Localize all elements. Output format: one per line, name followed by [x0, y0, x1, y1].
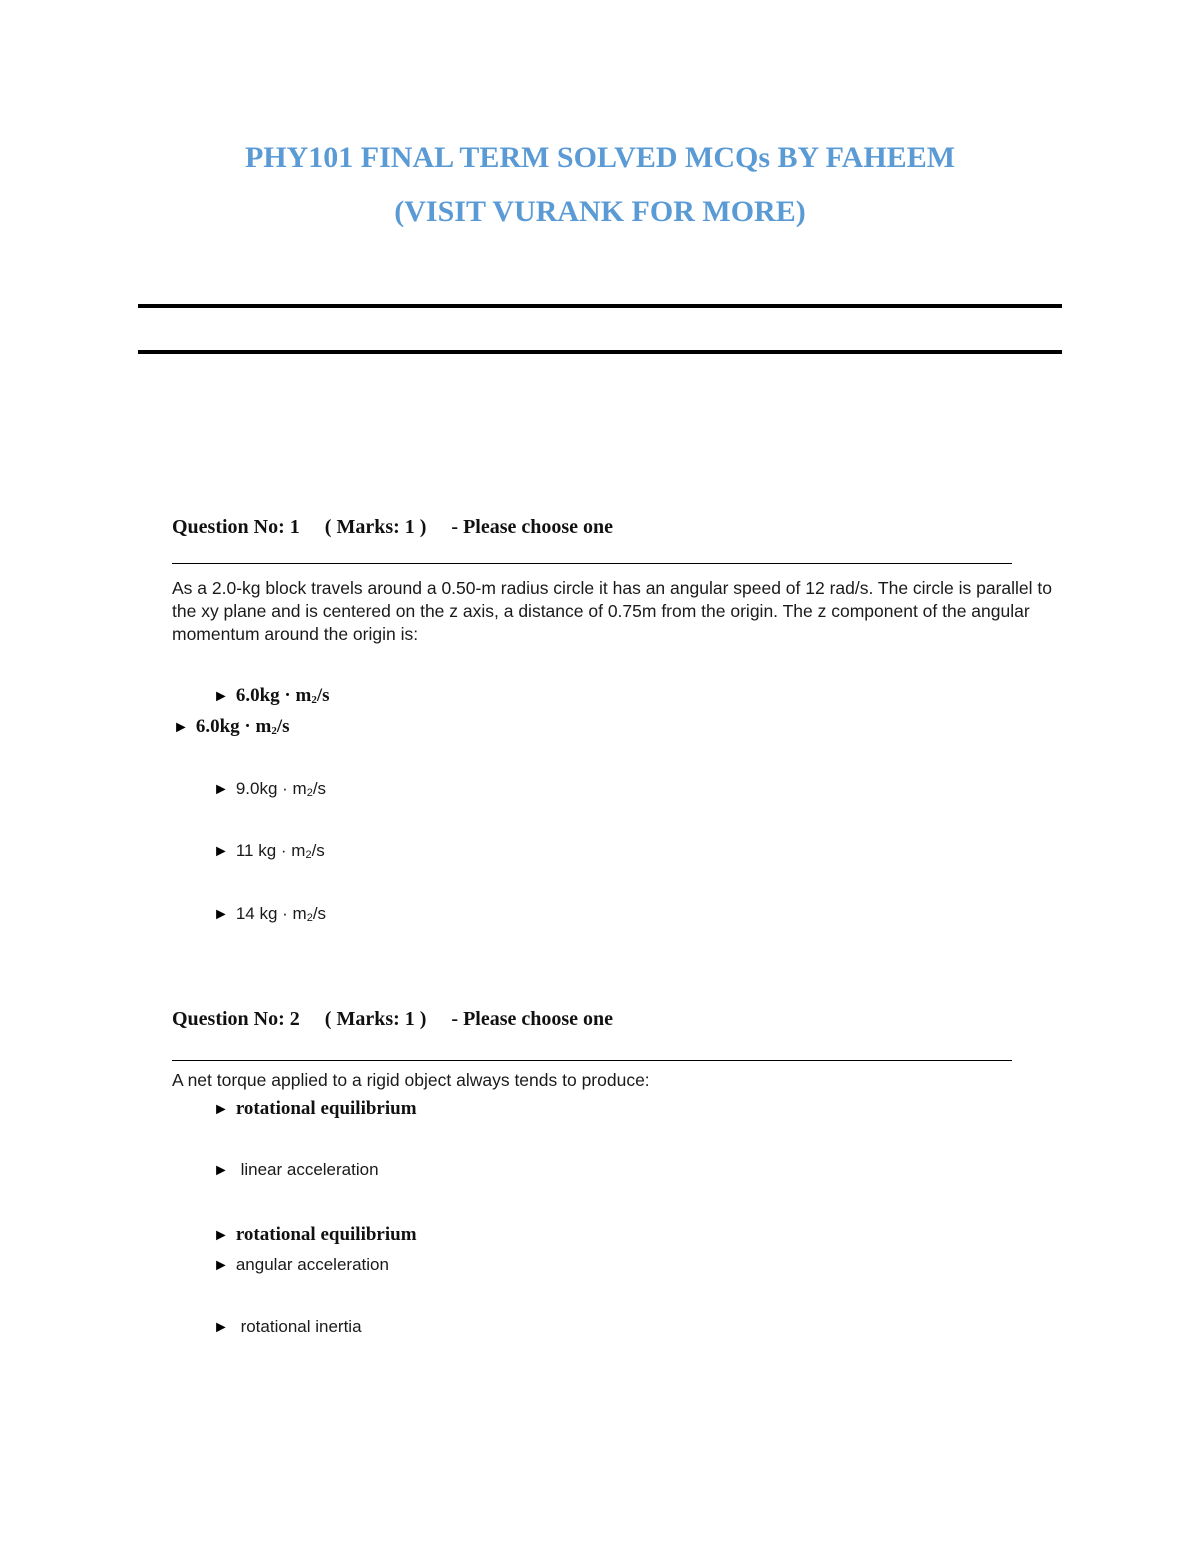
header-divider-top: [138, 304, 1062, 308]
option-label: 11 kg · $m_2/s$: [235, 841, 325, 861]
question-2-option-2[interactable]: [213, 1160, 379, 1180]
right-pointer-icon: ►: [213, 906, 229, 923]
option-label: $6.0kg \cdot m_2/s$: [195, 716, 290, 737]
option-label: 14 kg · $m_2/s$: [235, 904, 327, 924]
question-1-option-4[interactable]: [213, 841, 325, 861]
option-label: rotational inertia: [235, 1317, 362, 1336]
option-label: $6.0kg \cdot m_2/s$: [235, 685, 330, 706]
question-2-option-5[interactable]: [213, 1317, 362, 1337]
question-1-header: Question No: 1 ( Marks: 1 ) - Please choose one: [172, 516, 614, 538]
question-1-option-1[interactable]: [213, 685, 330, 707]
document-subtitle: (VISIT VURANK FOR MORE): [394, 195, 806, 228]
question-2-option-1[interactable]: [213, 1098, 417, 1120]
right-pointer-icon: ►: [213, 688, 229, 705]
document-title: PHY101 FINAL TERM SOLVED MCQs BY FAHEEM: [244, 141, 956, 174]
option-label: linear acceleration: [235, 1160, 379, 1179]
right-pointer-icon: ►: [213, 1227, 229, 1244]
right-pointer-icon: ►: [173, 719, 189, 736]
right-pointer-icon: ►: [213, 781, 229, 798]
question-2-header: Question No: 2 ( Marks: 1 ) - Please choose one: [172, 1008, 614, 1030]
right-pointer-icon: ►: [213, 1257, 229, 1274]
right-pointer-icon: ►: [213, 1162, 229, 1179]
right-pointer-icon: ►: [213, 1101, 229, 1118]
option-label: angular acceleration: [235, 1255, 389, 1274]
option-label: rotational equilibrium: [235, 1224, 417, 1245]
option-label: rotational equilibrium: [235, 1098, 417, 1119]
question-1-text: As a 2.0-kg block travels around a 0.50-m radius circle it has an angular speed of 12 rad/s. The circle is parallel to the xy plane and is centered on the z axis, a distance of 0.75m from the origin. The z component of the angular momentum around the origin is:: [172, 578, 1052, 644]
right-pointer-icon: ►: [213, 843, 229, 860]
header-divider-bottom: [138, 350, 1062, 354]
option-label: $9.0kg \cdot m_2/s$: [235, 779, 327, 799]
question-2-option-4[interactable]: [213, 1255, 389, 1275]
question-1-option-2[interactable]: [173, 716, 290, 738]
right-pointer-icon: ►: [213, 1319, 229, 1336]
question-2-option-3[interactable]: [213, 1224, 417, 1246]
question-2-text: A net torque applied to a rigid object always tends to produce:: [172, 1070, 650, 1090]
question-1-option-5[interactable]: [213, 904, 326, 924]
question-2-divider: [172, 1060, 1012, 1061]
question-1-divider: [172, 563, 1012, 564]
question-1-option-3[interactable]: [213, 779, 326, 799]
